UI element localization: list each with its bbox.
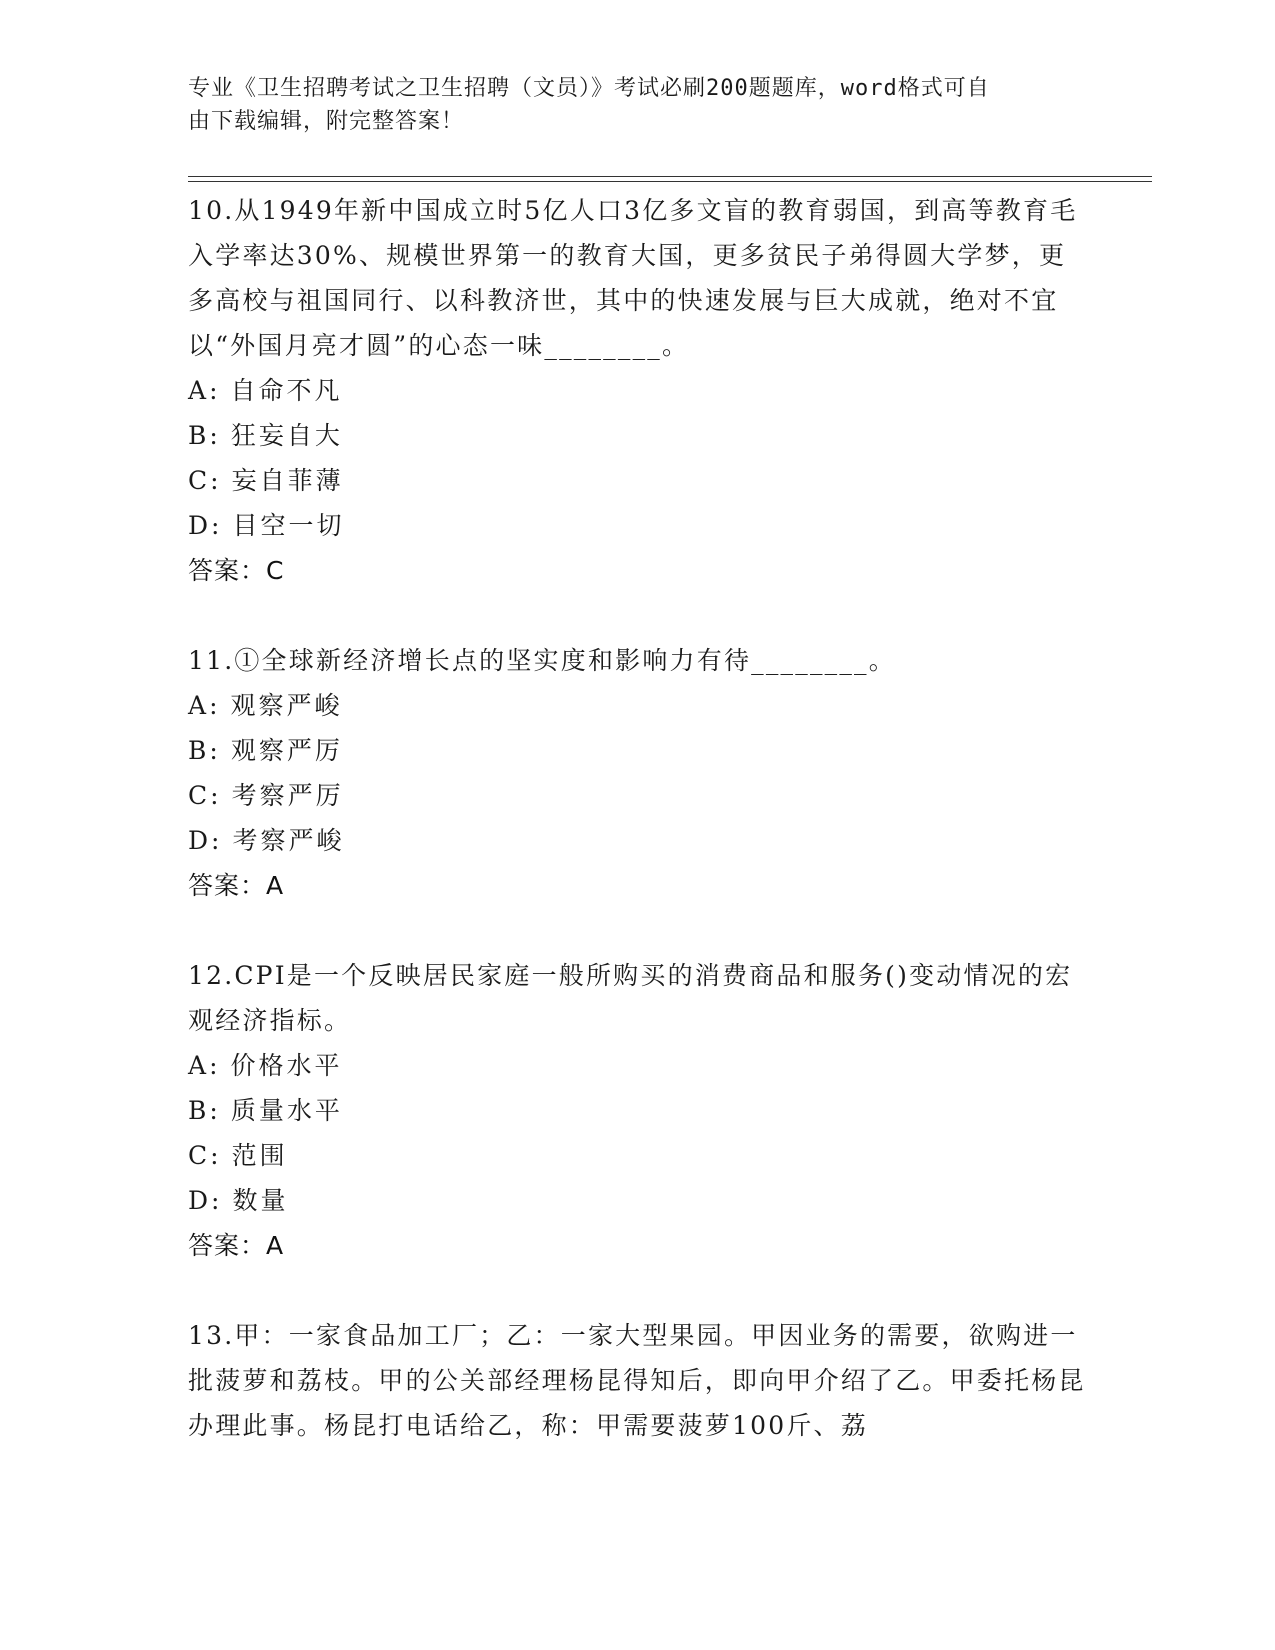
- option-text: 妄自菲薄: [231, 466, 344, 495]
- option-d: [188, 1178, 1088, 1223]
- option-separator: :: [209, 421, 221, 450]
- option-d: [188, 818, 1088, 863]
- header-line-1: 专业《卫生招聘考试之卫生招聘（文员）》考试必刷200题题库，word格式可自: [188, 76, 990, 101]
- option-separator: :: [209, 1096, 221, 1125]
- option-key: D: [188, 1186, 212, 1215]
- question-text: 12.CPI是一个反映居民家庭一般所购买的消费商品和服务()变动情况的宏观经济指标。: [188, 961, 1073, 1035]
- option-text: 自命不凡: [230, 376, 343, 405]
- option-b: [188, 728, 1088, 773]
- option-key: A: [188, 691, 210, 720]
- question-11: [188, 638, 1088, 908]
- option-a: [188, 1043, 1088, 1088]
- header-line-2: 由下载编辑，附完整答案！: [188, 109, 465, 134]
- document-header: [188, 72, 1068, 138]
- option-separator: :: [209, 736, 221, 765]
- option-key: B: [188, 421, 210, 450]
- option-c: [188, 773, 1088, 818]
- option-separator: :: [210, 466, 222, 495]
- option-text: 数量: [232, 1186, 289, 1215]
- option-separator: :: [211, 826, 223, 855]
- question-text: 11.①全球新经济增长点的坚实度和影响力有待________。: [188, 646, 896, 675]
- option-b: [188, 413, 1088, 458]
- option-a: [188, 683, 1088, 728]
- option-d: [188, 503, 1088, 548]
- option-text: 观察严峻: [230, 691, 343, 720]
- answer: 答案：C: [188, 556, 285, 585]
- question-text: 10.从1949年新中国成立时5亿人口3亿多文盲的教育弱国，到高等教育毛入学率达30%、规模世界第一的教育大国，更多贫民子弟得圆大学梦，更多高校与祖国同行、以科教济世，其中的快速发展与巨大成就，绝对不宜以“外国月亮才圆”的心态一味________。: [188, 196, 1078, 360]
- option-separator: :: [211, 1186, 223, 1215]
- question-13: [188, 1313, 1088, 1448]
- option-key: D: [188, 511, 212, 540]
- header-divider-bottom: [188, 181, 1152, 182]
- header-divider-top: [188, 176, 1152, 177]
- option-key: A: [188, 1051, 210, 1080]
- answer: 答案：A: [188, 1231, 285, 1260]
- option-text: 狂妄自大: [230, 421, 343, 450]
- option-separator: :: [209, 1051, 221, 1080]
- option-key: A: [188, 376, 210, 405]
- option-key: B: [188, 736, 210, 765]
- option-separator: :: [209, 691, 221, 720]
- question-list: [188, 188, 1088, 1448]
- option-key: C: [188, 1141, 211, 1170]
- answer: 答案：A: [188, 871, 285, 900]
- option-c: [188, 458, 1088, 503]
- option-separator: :: [210, 781, 222, 810]
- option-a: [188, 368, 1088, 413]
- option-text: 考察严峻: [232, 826, 345, 855]
- question-10: [188, 188, 1088, 593]
- option-key: D: [188, 826, 212, 855]
- option-key: C: [188, 781, 211, 810]
- option-text: 质量水平: [230, 1096, 343, 1125]
- question-text: 13.甲：一家食品加工厂；乙：一家大型果园。甲因业务的需要，欲购进一批菠萝和荔枝。甲的公关部经理杨昆得知后，即向甲介绍了乙。甲委托杨昆办理此事。杨昆打电话给乙，称：甲需要菠萝100斤、荔: [188, 1321, 1086, 1440]
- option-c: [188, 1133, 1088, 1178]
- option-key: B: [188, 1096, 210, 1125]
- option-text: 考察严厉: [231, 781, 344, 810]
- option-b: [188, 1088, 1088, 1133]
- option-separator: :: [211, 511, 223, 540]
- option-text: 目空一切: [232, 511, 345, 540]
- option-key: C: [188, 466, 211, 495]
- question-12: [188, 953, 1088, 1268]
- option-text: 观察严厉: [230, 736, 343, 765]
- option-separator: :: [209, 376, 221, 405]
- option-text: 范围: [231, 1141, 288, 1170]
- option-separator: :: [210, 1141, 222, 1170]
- option-text: 价格水平: [230, 1051, 343, 1080]
